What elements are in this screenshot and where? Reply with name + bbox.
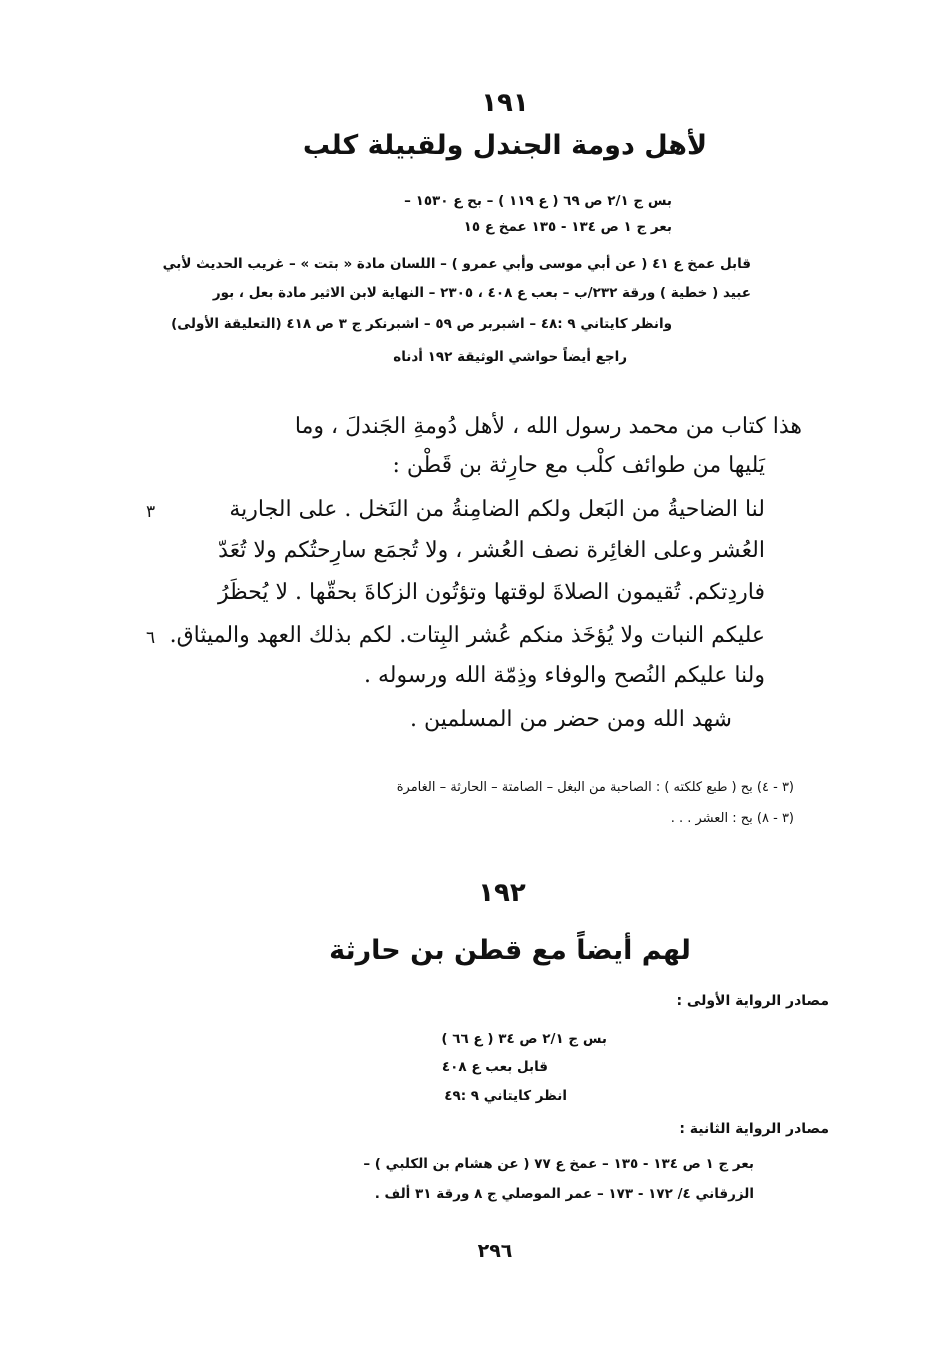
document-text-line: شهد الله ومن حضر من المسلمين . bbox=[409, 707, 732, 732]
footnote: (٣ - ٨) بح : العشر . . . bbox=[670, 811, 794, 826]
source-line: راجع أيضاً حواشي الوثيقة ١٩٢ أدناه bbox=[393, 349, 627, 365]
source-line: بس ج ٢/١ ص ٣٤ ( ع ٦٦ ) bbox=[441, 1031, 607, 1047]
page-number: ٢٩٦ bbox=[477, 1240, 513, 1262]
document-number-191: ١٩١ bbox=[481, 88, 529, 118]
source-line: بعر ج ١ ص ١٣٤ - ١٣٥ – عمخ ع ٧٧ ( عن هشام بن الكلبي ) – bbox=[363, 1156, 754, 1172]
source-line: وانظر كايتاني ٩ :٤٨ – اشبربر ص ٥٩ – اشبرنكر ج ٣ ص ٤١٨ (التعليقة الأولى) bbox=[171, 316, 672, 332]
source-line: بعر ج ١ ص ١٣٤ - ١٣٥ عمخ ع ١٥ bbox=[463, 219, 672, 235]
line-marker: ٣ bbox=[146, 502, 156, 522]
source-line: بس ج ٢/١ ص ٦٩ ( ع ١١٩ ) – بح ع ١٥٣٠ – bbox=[404, 193, 672, 209]
source-line: عبيد ( خطية ) ورقة ٢٣٢/ب – بعب ع ٤٠٨ ، ٢٣٠٥ – النهاية لابن الاثير مادة بعل ، بور bbox=[212, 285, 751, 301]
document-text-line: العُشر وعلى الغائِرة نصف العُشر ، ولا تُجمَع سارِحتُكم ولا تُعَدّ bbox=[218, 538, 765, 563]
document-text-line: ولنا عليكم النُصح والوفاء وذِمّة الله ورسوله . bbox=[364, 663, 765, 688]
footnote: (٣ - ٤) بح ( طبع كلكته ) : الصاحبة من البغل – الصامتة – الحارثة – الغامرة bbox=[396, 780, 794, 795]
document-text-line: فاردِتكم. تُقيمون الصلاةَ لوقتها وتؤتُون الزكاةَ بحقّها . لا يُحظَرُ bbox=[218, 580, 765, 605]
line-marker: ٦ bbox=[146, 628, 156, 648]
document-text-line: عليكم النبات ولا يُؤخَذ منكم عُشر البِتات. لكم بذلك العهد والميثاق. bbox=[169, 623, 765, 648]
document-title-191: لأهل دومة الجندل ولقبيلة كلب bbox=[302, 130, 708, 161]
document-title-192: لهم أيضاً مع قطن بن حارثة bbox=[329, 935, 691, 966]
source-line: قابل بعب ع ٤٠٨ bbox=[441, 1059, 548, 1075]
second-recension-label: مصادر الرواية الثانية : bbox=[679, 1121, 829, 1137]
document-number-192: ١٩٢ bbox=[478, 878, 526, 908]
source-line: انظر كايتاني ٩ :٤٩ bbox=[444, 1088, 567, 1104]
first-recension-label: مصادر الرواية الأولى : bbox=[676, 993, 829, 1009]
source-line: الزرقاني ٤/ ١٧٢ - ١٧٣ – عمر الموصلي ج ٨ ورقة ٣١ ألف . bbox=[374, 1186, 754, 1202]
document-text-line: يَليها من طوائف كلْب مع حارِثة بن قَطْن : bbox=[392, 453, 765, 478]
document-text-line: هذا كتاب من محمد رسول الله ، لأهل دُومةِ الجَندلَ ، وما bbox=[294, 414, 802, 439]
document-text-line: لنا الضاحيةُ من البَعل ولكم الضامِنةُ من النَخل . على الجارية bbox=[229, 497, 765, 522]
source-line: قابل عمخ ع ٤١ ( عن أبي موسى وأبي عمرو ) – اللسان مادة « بتت » – غريب الحديث لأبي bbox=[162, 256, 751, 272]
